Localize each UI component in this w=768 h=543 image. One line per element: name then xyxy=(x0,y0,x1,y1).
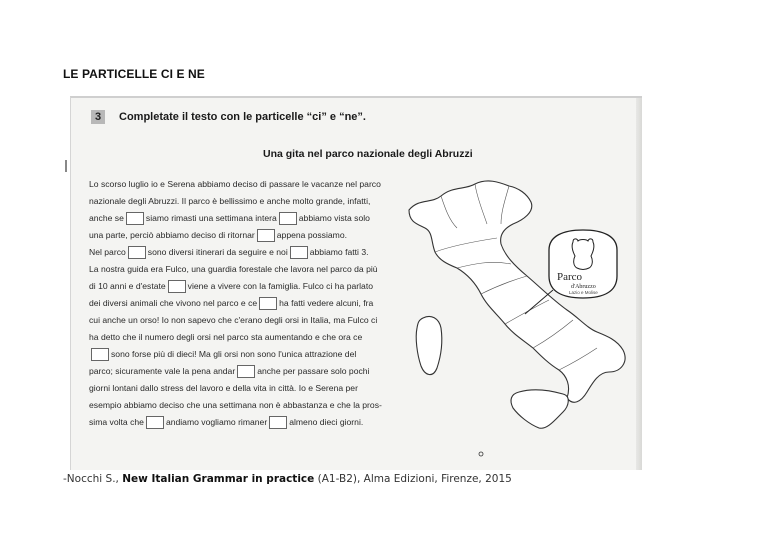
answer-blank[interactable] xyxy=(279,212,297,225)
logo-lazio-molise: Lazio e Molise xyxy=(569,290,598,295)
answer-blank[interactable] xyxy=(168,280,186,293)
answer-blank[interactable] xyxy=(91,348,109,361)
story-title: Una gita nel parco nazionale degli Abruzzi xyxy=(263,148,473,160)
exercise-number: 3 xyxy=(91,110,105,124)
story-text-segment: dei diversi animali che vivono nel parco e ce xyxy=(89,298,258,308)
logo-parco: Parco xyxy=(557,271,583,283)
story-line xyxy=(89,397,389,414)
story-line xyxy=(89,278,389,295)
story-line xyxy=(89,295,389,312)
story-text-segment: cui anche un orso! Io non sapevo che c'erano degli orsi in Italia, ma Fulco ci xyxy=(89,315,378,325)
page-title: LE PARTICELLE CI E NE xyxy=(63,67,205,81)
story-line xyxy=(89,363,389,380)
story-line xyxy=(89,227,389,244)
story-line xyxy=(89,193,389,210)
story-text-segment: giorni lontani dallo stress del lavoro e della vita in città. Io e Serena per xyxy=(89,383,358,393)
answer-blank[interactable] xyxy=(257,229,275,242)
citation xyxy=(63,473,512,485)
sicily xyxy=(511,390,568,428)
answer-blank[interactable] xyxy=(259,297,277,310)
story-text-segment: Lo scorso luglio io e Serena abbiamo deciso di passare le vacanze nel parco xyxy=(89,179,381,189)
story-text-segment: sima volta che xyxy=(89,417,144,427)
story-line xyxy=(89,312,389,329)
story-line xyxy=(89,346,389,363)
story-text-segment: esempio abbiamo deciso che una settimana non è abbastanza e che la pros- xyxy=(89,400,382,410)
answer-blank[interactable] xyxy=(146,416,164,429)
bear-icon xyxy=(572,239,594,270)
answer-blank[interactable] xyxy=(126,212,144,225)
citation-book-title: New Italian Grammar in practice xyxy=(122,473,315,485)
story-text-segment: abbiamo fatti 3. xyxy=(309,247,369,257)
story-line xyxy=(89,329,389,346)
story-text-segment: abbiamo vista solo xyxy=(298,213,370,223)
story-text-segment: ha detto che il numero degli orsi nel parco sta aumentando e che ora ce xyxy=(89,332,363,342)
story-line xyxy=(89,414,389,431)
story-line xyxy=(89,244,389,261)
margin-mark xyxy=(65,160,67,172)
answer-blank[interactable] xyxy=(128,246,146,259)
story-text-segment: sono forse più di dieci! Ma gli orsi non sono l'unica attrazione del xyxy=(111,349,357,359)
story-text-segment: siamo rimasti una settimana intera xyxy=(145,213,277,223)
exercise-instruction: Completate il testo con le particelle “ci” e “ne”. xyxy=(119,111,366,123)
story-text xyxy=(89,176,389,431)
sardinia xyxy=(416,316,442,374)
story-text-segment: di 10 anni e d'estate xyxy=(89,281,166,291)
small-island xyxy=(479,452,483,456)
answer-blank[interactable] xyxy=(290,246,308,259)
citation-suffix: (A1-B2), Alma Edizioni, Firenze, 2015 xyxy=(314,473,512,485)
story-text-segment: Nel parco xyxy=(89,247,126,257)
story-line xyxy=(89,176,389,193)
story-text-segment: almeno dieci giorni. xyxy=(289,417,364,427)
answer-blank[interactable] xyxy=(237,365,255,378)
scanned-exercise xyxy=(70,96,642,470)
italy-map xyxy=(401,168,637,468)
story-line xyxy=(89,261,389,278)
story-text-segment: anche se xyxy=(89,213,124,223)
story-text-segment: andiamo vogliamo rimaner xyxy=(165,417,268,427)
story-text-segment: viene a vivere con la famiglia. Fulco ci ha parlato xyxy=(187,281,373,291)
story-text-segment: una parte, perciò abbiamo deciso di ritornar xyxy=(89,230,255,240)
citation-prefix: -Nocchi S., xyxy=(63,473,123,485)
italy-map-svg xyxy=(401,168,637,468)
story-text-segment: appena possiamo. xyxy=(276,230,347,240)
story-text-segment: ha fatti vedere alcuni, fra xyxy=(279,298,374,308)
story-line xyxy=(89,210,389,227)
story-text-segment: parco; sicuramente vale la pena andar xyxy=(89,366,236,376)
story-text-segment: anche per passare solo pochi xyxy=(257,366,370,376)
story-text-segment: nazionale degli Abruzzi. Il parco è bellissimo e anche molto grande, infatti, xyxy=(89,196,371,206)
story-text-segment: sono diversi itinerari da seguire e noi xyxy=(147,247,288,257)
park-logo xyxy=(549,230,617,298)
answer-blank[interactable] xyxy=(269,416,287,429)
story-text-segment: La nostra guida era Fulco, una guardia forestale che lavora nel parco da più xyxy=(89,264,378,274)
story-line xyxy=(89,380,389,397)
logo-abruzzo: d'Abruzzo xyxy=(571,284,596,290)
